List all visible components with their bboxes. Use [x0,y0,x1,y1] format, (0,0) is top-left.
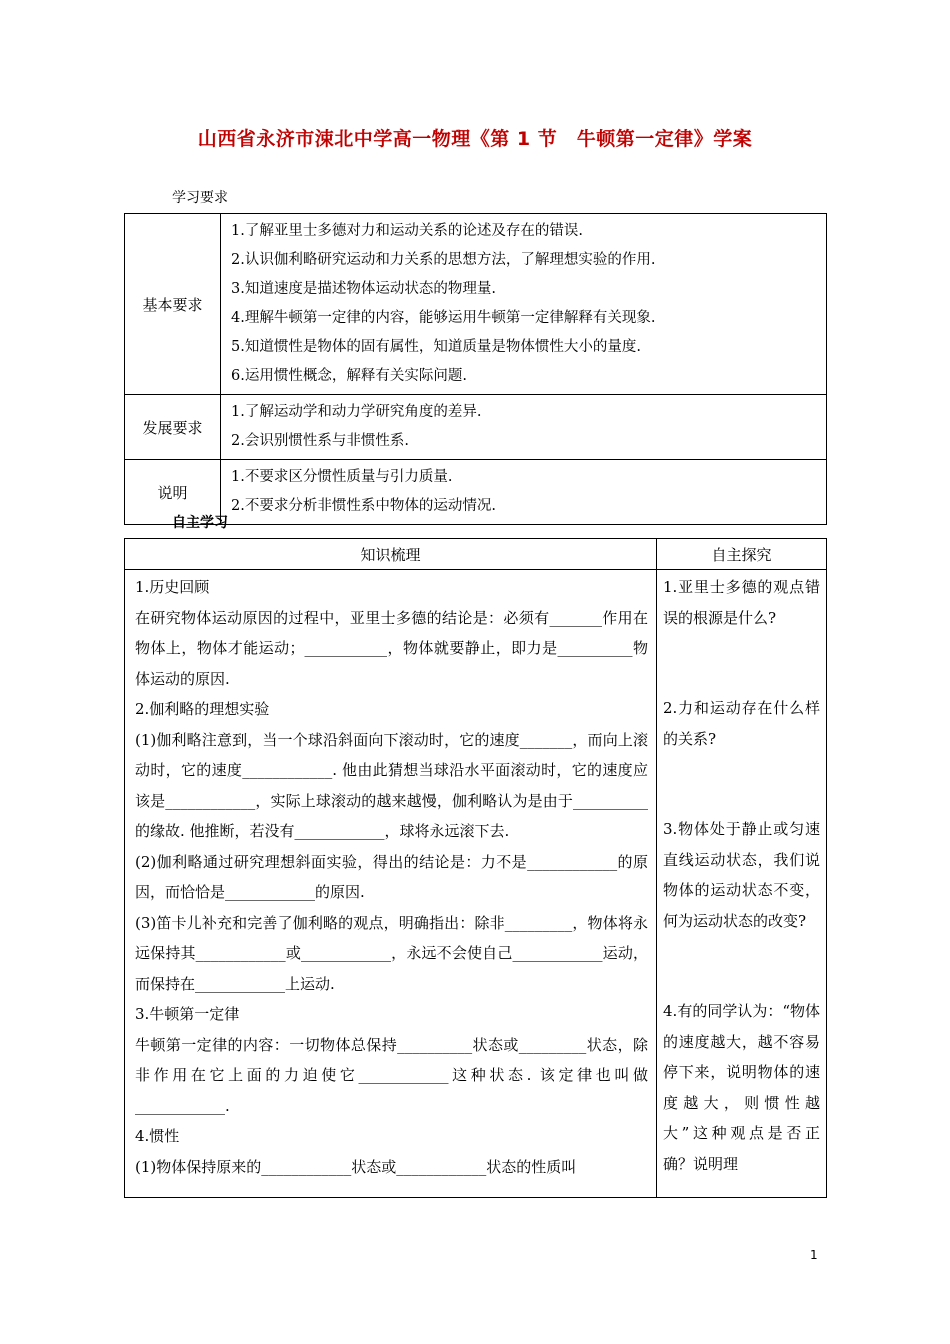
row-items [221,214,827,395]
page-title: 山西省永济市涑北中学高一物理《第 1 节 牛顿第一定律》学案 [197,128,753,150]
list-item: 5.知道惯性是物体的固有属性，知道质量是物体惯性大小的量度. [231,339,641,355]
row-label: 发展要求 [125,395,221,460]
question: 2.力和运动存在什么样的关系? [663,699,820,748]
table-row [125,214,827,395]
table-row [125,395,827,460]
table-header-row [125,539,827,570]
table-row [125,460,827,525]
requirements-table [124,213,827,525]
section-heading: 4.惯性 [135,1127,180,1145]
self-study-table [124,538,827,1198]
list-item: 2.认识伽利略研究运动和力关系的思想方法，了解理想实验的作用. [231,252,656,268]
paragraph: (1)伽利略注意到，当一个球沿斜面向下滚动时，它的速度_______，而向上滚动时，它的速度____________. 他由此猜想当球沿水平面滚动时，它的速度应该是____________，实际上球滚动的越来越慢，伽利略认为是由于__________的缘故. 他推断，若没有____________，球将永远滚下去. [135,730,648,840]
list-item: 1.了解运动学和动力学研究角度的差异. [231,404,482,420]
row-label: 说明 [125,460,221,525]
paragraph: (1)物体保持原来的____________状态或____________状态的性质叫 [135,1157,577,1176]
list-item: 2.不要求分析非惯性系中物体的运动情况. [231,498,496,514]
section-heading: 2.伽利略的理想实验 [135,700,270,718]
row-items [221,395,827,460]
list-item: 4.理解牛顿第一定律的内容，能够运用牛顿第一定律解释有关现象. [231,310,656,326]
page-number: 1 [810,1248,818,1262]
paragraph: (2)伽利略通过研究理想斜面实验，得出的结论是：力不是____________的原因，而恰恰是____________的原因. [135,852,648,901]
row-items [221,460,827,525]
knowledge-column [125,570,657,1198]
paragraph: 牛顿第一定律的内容：一切物体总保持__________状态或_________状态，除非作用在它上面的力迫使它____________这种状态. 该定律也叫做____________. [135,1035,648,1115]
paragraph: 在研究物体运动原因的过程中，亚里士多德的结论是：必须有_______作用在物体上，物体才能运动；___________，物体就要静止，即力是__________物体运动的原因. [135,608,648,688]
section-heading: 3.牛顿第一定律 [135,1005,240,1023]
list-item: 2.会识别惯性系与非惯性系. [231,433,409,449]
list-item: 6.运用惯性概念，解释有关实际问题. [231,368,467,384]
row-label: 基本要求 [125,214,221,395]
explore-column [657,570,827,1198]
header-knowledge: 知识梳理 [125,539,657,570]
section-heading: 1.历史回顾 [135,578,210,596]
list-item: 1.了解亚里士多德对力和运动关系的论述及存在的错误. [231,223,583,239]
question: 1.亚里士多德的观点错误的根源是什么? [663,578,820,627]
requirements-caption: 学习要求 [172,190,228,206]
paragraph: (3)笛卡儿补充和完善了伽利略的观点，明确指出：除非_________，物体将永远保持其____________或____________，永远不会使自己____________运动，而保持在____________上运动. [135,913,648,993]
question: 3.物体处于静止或匀速直线运动状态，我们说物体的运动状态不变，何为运动状态的改变? [663,820,820,930]
header-explore: 自主探究 [657,539,827,570]
list-item: 3.知道速度是描述物体运动状态的物理量. [231,281,496,297]
self-study-caption: 自主学习 [172,515,228,531]
question: 4.有的同学认为：“物体的速度越大，越不容易停下来，说明物体的速度越大，则惯性越大”这种观点是否正确？说明理 [663,1002,820,1173]
table-row [125,570,827,1198]
list-item: 1.不要求区分惯性质量与引力质量. [231,469,453,485]
